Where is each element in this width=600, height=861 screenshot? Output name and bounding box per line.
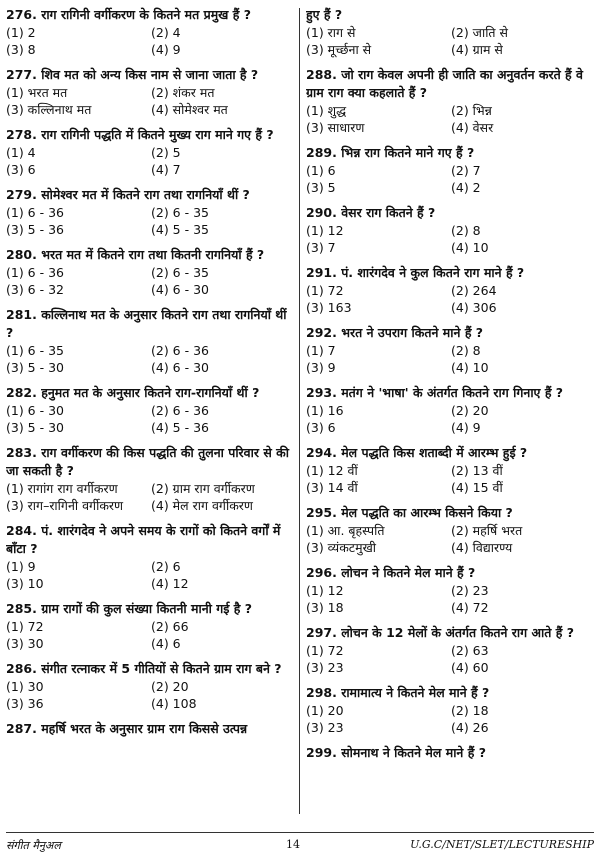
option-1: (1) शुद्ध	[306, 103, 347, 118]
option-1: (1) 2	[6, 25, 36, 40]
question-text	[6, 384, 296, 402]
option-2: (2) जाति से	[451, 25, 508, 40]
question-q291	[306, 264, 596, 316]
option-3: (3) 6	[306, 420, 336, 435]
question-number: 284.	[6, 523, 37, 538]
question-text	[6, 186, 296, 204]
question-text	[306, 684, 596, 702]
option-1: (1) राग से	[306, 25, 356, 40]
question-q279	[6, 186, 296, 238]
question-body: वेसर राग कितने हैं ?	[341, 205, 436, 220]
question-number: 278.	[6, 127, 37, 142]
footer-page-number: 14	[286, 838, 300, 851]
question-q280	[6, 246, 296, 298]
question-q283	[6, 444, 296, 514]
option-1: (1) 72	[6, 619, 44, 634]
question-number: 288.	[306, 67, 337, 82]
option-1: (1) 6	[306, 163, 336, 178]
option-2: (2) 6 - 36	[151, 403, 209, 418]
question-body: राग रागिनी पद्धति में कितने मुख्य राग माने गए हैं ?	[41, 127, 274, 142]
option-4: (4) 6 - 30	[151, 360, 209, 375]
question-body: महर्षि भरत के अनुसार ग्राम राग किससे उत्पन्न	[41, 721, 248, 736]
question-text	[306, 324, 596, 342]
option-4: (4) 2	[451, 180, 481, 195]
right-column	[306, 6, 596, 818]
option-2: (2) 264	[451, 283, 497, 298]
options-grid	[306, 642, 596, 676]
question-q294	[306, 444, 596, 496]
options-grid	[306, 702, 596, 736]
question-text	[306, 66, 596, 102]
option-4: (4) 108	[151, 696, 197, 711]
question-q278	[6, 126, 296, 178]
question-text	[6, 6, 296, 24]
option-4: (4) विद्यारण्य	[451, 540, 513, 555]
question-number: 282.	[6, 385, 37, 400]
option-2: (2) 6	[151, 559, 181, 574]
option-3: (3) 7	[306, 240, 336, 255]
option-3: (3) 18	[306, 600, 344, 615]
option-4: (4) 72	[451, 600, 489, 615]
option-2: (2) महर्षि भरत	[451, 523, 523, 538]
question-text	[6, 306, 296, 342]
question-number: 279.	[6, 187, 37, 202]
options-grid	[6, 84, 296, 118]
option-4: (4) 9	[451, 420, 481, 435]
options-grid	[6, 480, 296, 514]
option-3: (3) 9	[306, 360, 336, 375]
question-body: हुए हैं ?	[306, 7, 343, 22]
option-2: (2) ग्राम राग वर्गीकरण	[151, 481, 255, 496]
question-text	[6, 444, 296, 480]
question-text	[306, 144, 596, 162]
option-1: (1) 6 - 36	[6, 205, 64, 220]
option-2: (2) भिन्न	[451, 103, 492, 118]
question-q282	[6, 384, 296, 436]
option-2: (2) 6 - 36	[151, 343, 209, 358]
option-4: (4) 10	[451, 360, 489, 375]
option-3: (3) राग–रागिनी वर्गीकरण	[6, 498, 124, 513]
option-3: (3) 6 - 32	[6, 282, 64, 297]
option-2: (2) 20	[151, 679, 189, 694]
option-1: (1) रागांग राग वर्गीकरण	[6, 481, 118, 496]
footer-book-title: संगीत मैनुअल	[6, 839, 61, 852]
options-grid	[306, 162, 596, 196]
option-1: (1) 9	[6, 559, 36, 574]
options-grid	[306, 282, 596, 316]
question-text	[306, 384, 596, 402]
option-3: (3) साधारण	[306, 120, 365, 135]
question-text	[306, 264, 596, 282]
option-1: (1) 12	[306, 223, 344, 238]
question-number: 289.	[306, 145, 337, 160]
option-3: (3) 14 वीं	[306, 480, 358, 495]
options-grid	[6, 558, 296, 592]
option-2: (2) 5	[151, 145, 181, 160]
option-3: (3) 8	[6, 42, 36, 57]
option-4: (4) ग्राम से	[451, 42, 503, 57]
question-text	[6, 246, 296, 264]
option-4: (4) 15 वीं	[451, 480, 503, 495]
question-text	[306, 504, 596, 522]
question-number: 299.	[306, 745, 337, 760]
question-number: 298.	[306, 685, 337, 700]
option-3: (3) 5 - 30	[6, 420, 64, 435]
question-body: लोचन के 12 मेलों के अंतर्गत कितने राग आते हैं ?	[341, 625, 575, 640]
options-grid	[306, 582, 596, 616]
question-text	[306, 444, 596, 462]
option-4: (4) 10	[451, 240, 489, 255]
options-grid	[6, 204, 296, 238]
question-number: 286.	[6, 661, 37, 676]
option-4: (4) 306	[451, 300, 497, 315]
question-number: 294.	[306, 445, 337, 460]
question-number: 285.	[6, 601, 37, 616]
question-number: 293.	[306, 385, 337, 400]
question-body: मेल पद्धति का आरम्भ किसने किया ?	[341, 505, 513, 520]
option-4: (4) 5 - 36	[151, 420, 209, 435]
question-number: 280.	[6, 247, 37, 262]
options-grid	[6, 402, 296, 436]
option-1: (1) 6 - 36	[6, 265, 64, 280]
option-3: (3) व्यंकटमुखी	[306, 540, 377, 555]
question-text	[306, 564, 596, 582]
option-1: (1) 30	[6, 679, 44, 694]
question-text	[306, 204, 596, 222]
option-1: (1) 6 - 30	[6, 403, 64, 418]
option-2: (2) 66	[151, 619, 189, 634]
question-body: भरत मत में कितने राग तथा कितनी रागनियाँ हैं ?	[41, 247, 265, 262]
question-body: सोमनाथ ने कितने मेल माने हैं ?	[341, 745, 486, 760]
options-grid	[306, 402, 596, 436]
option-2: (2) 13 वीं	[451, 463, 503, 478]
option-2: (2) 4	[151, 25, 181, 40]
options-grid	[306, 102, 596, 136]
option-2: (2) 18	[451, 703, 489, 718]
question-body: राग रागिनी वर्गीकरण के कितने मत प्रमुख हैं ?	[41, 7, 251, 22]
option-1: (1) 72	[306, 283, 344, 298]
option-3: (3) कल्लिनाथ मत	[6, 102, 92, 117]
question-body: मतंग ने 'भाषा' के अंतर्गत कितने राग गिनाए हैं ?	[341, 385, 564, 400]
option-1: (1) 20	[306, 703, 344, 718]
question-body: कल्लिनाथ मत के अनुसार कितने राग तथा रागनियाँ थीं ?	[6, 307, 287, 340]
question-number: 290.	[306, 205, 337, 220]
question-number: 277.	[6, 67, 37, 82]
options-grid	[6, 264, 296, 298]
option-2: (2) 63	[451, 643, 489, 658]
question-body: सोमेश्वर मत में कितने राग तथा रागनियाँ थीं ?	[41, 187, 250, 202]
option-2: (2) 8	[451, 343, 481, 358]
option-3: (3) 23	[306, 660, 344, 675]
question-body: भरत ने उपराग कितने माने हैं ?	[341, 325, 484, 340]
page-footer	[6, 832, 594, 855]
options-grid	[306, 24, 596, 58]
question-q287	[6, 720, 296, 738]
question-number: 296.	[306, 565, 337, 580]
question-q297	[306, 624, 596, 676]
question-number: 291.	[306, 265, 337, 280]
options-grid	[306, 522, 596, 556]
left-column	[6, 6, 296, 818]
question-number: 297.	[306, 625, 337, 640]
question-text	[6, 126, 296, 144]
option-2: (2) 6 - 35	[151, 265, 209, 280]
option-1: (1) 12 वीं	[306, 463, 358, 478]
question-body: रामामात्य ने कितने मेल माने हैं ?	[341, 685, 490, 700]
options-grid	[6, 618, 296, 652]
question-text	[6, 600, 296, 618]
question-q285	[6, 600, 296, 652]
option-2: (2) 20	[451, 403, 489, 418]
question-q281	[6, 306, 296, 376]
question-text	[306, 744, 596, 762]
option-2: (2) 8	[451, 223, 481, 238]
option-4: (4) वेसर	[451, 120, 494, 135]
option-1: (1) 16	[306, 403, 344, 418]
option-3: (3) 163	[306, 300, 352, 315]
option-1: (1) आ. बृहस्पति	[306, 523, 385, 538]
question-body: मेल पद्धति किस शताब्दी में आरम्भ हुई ?	[341, 445, 528, 460]
question-body: लोचन ने कितने मेल माने हैं ?	[341, 565, 476, 580]
question-body: हनुमत मत के अनुसार कितने राग-रागनियाँ थीं ?	[41, 385, 260, 400]
option-1: (1) 4	[6, 145, 36, 160]
option-1: (1) भरत मत	[6, 85, 68, 100]
question-body: संगीत रत्नाकर में 5 गीतियों से कितने ग्राम राग बने ?	[41, 661, 282, 676]
option-4: (4) 7	[151, 162, 181, 177]
option-3: (3) 30	[6, 636, 44, 651]
option-4: (4) 5 - 35	[151, 222, 209, 237]
option-3: (3) 10	[6, 576, 44, 591]
options-grid	[306, 462, 596, 496]
option-2: (2) शंकर मत	[151, 85, 215, 100]
question-q289	[306, 144, 596, 196]
question-q292	[306, 324, 596, 376]
options-grid	[6, 342, 296, 376]
options-grid	[306, 222, 596, 256]
option-2: (2) 23	[451, 583, 489, 598]
question-q288	[306, 66, 596, 136]
question-text	[306, 6, 596, 24]
option-4: (4) 26	[451, 720, 489, 735]
question-text	[6, 66, 296, 84]
question-q293	[306, 384, 596, 436]
option-4: (4) 6	[151, 636, 181, 651]
question-number: 295.	[306, 505, 337, 520]
option-3: (3) 6	[6, 162, 36, 177]
question-text	[6, 720, 296, 738]
question-q299	[306, 744, 596, 762]
question-text	[6, 522, 296, 558]
question-body: ग्राम रागों की कुल संख्या कितनी मानी गई है ?	[41, 601, 253, 616]
question-body: शिव मत को अन्य किस नाम से जाना जाता है ?	[41, 67, 259, 82]
column-divider	[299, 8, 300, 814]
options-grid	[6, 678, 296, 712]
options-grid	[6, 144, 296, 178]
option-1: (1) 72	[306, 643, 344, 658]
option-4: (4) 12	[151, 576, 189, 591]
question-q287c	[306, 6, 596, 58]
question-q284	[6, 522, 296, 592]
question-q298	[306, 684, 596, 736]
option-4: (4) सोमेश्वर मत	[151, 102, 228, 117]
option-3: (3) 5	[306, 180, 336, 195]
question-body: राग वर्गीकरण की किस पद्धति की तुलना परिवार से की जा सकती है ?	[6, 445, 289, 478]
option-3: (3) 23	[306, 720, 344, 735]
question-q277	[6, 66, 296, 118]
option-3: (3) मूर्च्छना से	[306, 42, 372, 57]
question-number: 287.	[6, 721, 37, 736]
options-grid	[6, 24, 296, 58]
option-3: (3) 5 - 36	[6, 222, 64, 237]
question-q286	[6, 660, 296, 712]
question-text	[306, 624, 596, 642]
option-1: (1) 7	[306, 343, 336, 358]
option-4: (4) मेल राग वर्गीकरण	[151, 498, 253, 513]
question-number: 283.	[6, 445, 37, 460]
question-text	[6, 660, 296, 678]
options-grid	[306, 342, 596, 376]
question-number: 281.	[6, 307, 37, 322]
option-1: (1) 6 - 35	[6, 343, 64, 358]
question-q295	[306, 504, 596, 556]
option-2: (2) 7	[451, 163, 481, 178]
option-4: (4) 6 - 30	[151, 282, 209, 297]
option-1: (1) 12	[306, 583, 344, 598]
question-q290	[306, 204, 596, 256]
option-4: (4) 60	[451, 660, 489, 675]
question-number: 292.	[306, 325, 337, 340]
option-2: (2) 6 - 35	[151, 205, 209, 220]
option-4: (4) 9	[151, 42, 181, 57]
question-body: पं. शारंगदेव ने अपने समय के रागों को कितने वर्गों में बाँटा ?	[6, 523, 281, 556]
question-number: 276.	[6, 7, 37, 22]
question-q296	[306, 564, 596, 616]
question-q276	[6, 6, 296, 58]
footer-series-title: U.G.C/NET/SLET/LECTURESHIP	[410, 838, 594, 851]
option-3: (3) 5 - 30	[6, 360, 64, 375]
question-body: पं. शारंगदेव ने कुल कितने राग माने हैं ?	[341, 265, 525, 280]
option-3: (3) 36	[6, 696, 44, 711]
question-body: जो राग केवल अपनी ही जाति का अनुवर्तन करते हैं वे ग्राम राग क्या कहलाते हैं ?	[306, 67, 583, 100]
question-body: भिन्न राग कितने माने गए हैं ?	[341, 145, 475, 160]
